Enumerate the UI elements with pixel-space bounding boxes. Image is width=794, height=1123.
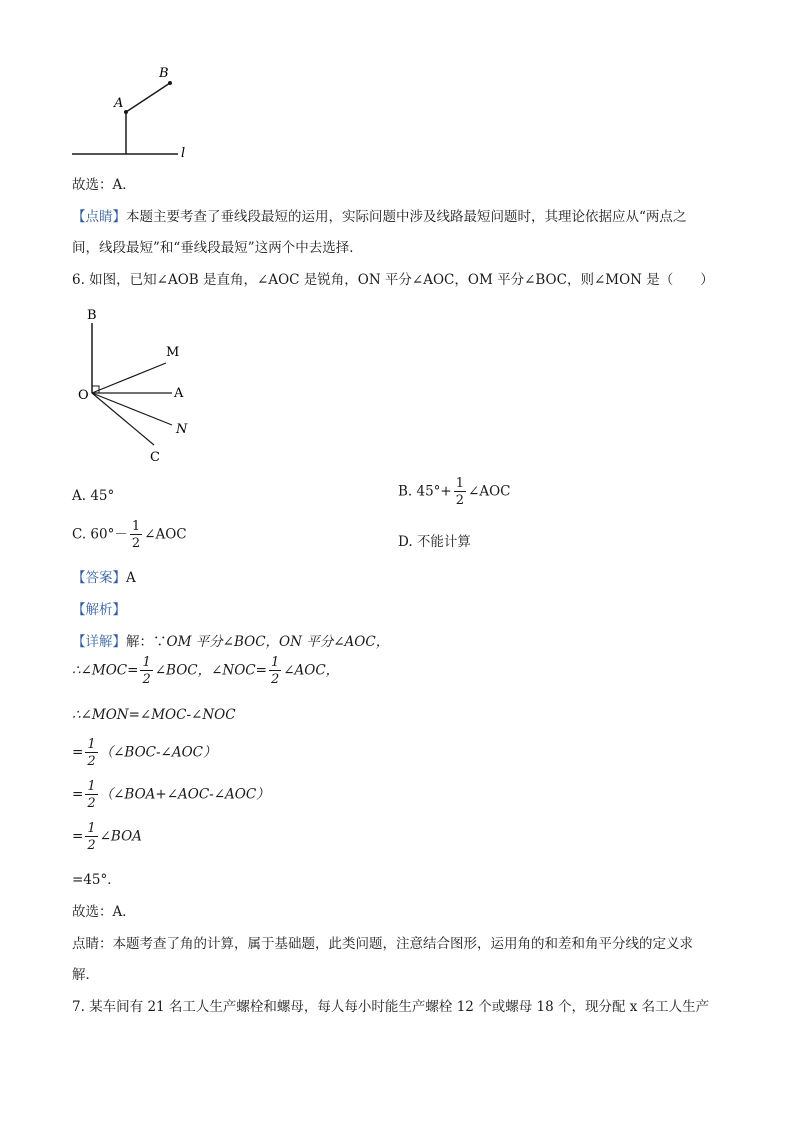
label-o: O	[78, 388, 89, 403]
step-2: ∴∠MON=∠MOC-∠NOC	[72, 707, 236, 723]
step1-b: ∠BOC，∠NOC=	[154, 662, 267, 679]
frac-den: 2	[142, 672, 151, 687]
frac-num: 1	[131, 519, 141, 534]
fraction-one-half	[269, 656, 281, 686]
step1-a: ∴∠MOC=	[72, 662, 139, 679]
detail-intro: 解：∵	[126, 634, 167, 650]
answer-tag: 【答案】	[72, 570, 126, 586]
label-a: A	[174, 386, 184, 401]
frac-num: 1	[87, 821, 96, 836]
option-c-prefix: C. 60°－	[72, 526, 128, 543]
frac-num: 1	[87, 737, 96, 752]
segment-ab	[126, 83, 170, 112]
label-n: N	[176, 422, 188, 437]
detail-given: OM 平分∠BOC，ON 平分∠AOC，	[166, 634, 390, 650]
q5-comment-line1	[72, 205, 686, 225]
comment-text: 本题主要考查了垂线段最短的运用，实际问题中涉及线路最短问题时，其理论依据应从“两点之	[126, 209, 687, 225]
frac-num: 1	[87, 779, 96, 794]
fraction-one-half	[454, 477, 466, 507]
frac-num: 1	[455, 476, 465, 491]
option-c-suffix: ∠AOC	[144, 526, 187, 543]
fraction-one-half	[85, 738, 97, 768]
label-b: B	[87, 308, 97, 323]
label-m: M	[166, 345, 180, 360]
answer-line	[72, 566, 136, 586]
point-a	[124, 110, 128, 114]
option-b-suffix: ∠AOC	[468, 483, 511, 500]
detail-line	[72, 630, 389, 650]
step3-eq: =	[72, 744, 84, 761]
option-d: D. 不能计算	[398, 534, 471, 550]
frac-den: 2	[87, 796, 96, 811]
option-b-prefix: B. 45°+	[398, 483, 452, 500]
frac-den: 2	[87, 838, 96, 853]
ray-oc	[92, 393, 154, 445]
detail-tag: 【详解】	[72, 634, 126, 650]
step1-c: ∠AOC，	[283, 662, 340, 679]
step4-eq: =	[72, 786, 84, 803]
label-l: l	[181, 146, 186, 161]
step-1	[72, 656, 339, 686]
q7-text: 7. 某车间有 21 名工人生产螺栓和螺母，每人每小时能生产螺栓 12 个或螺母 18 个，现分配 x 名工人生产	[72, 999, 710, 1015]
fraction-one-half	[140, 656, 152, 686]
figure-angles	[72, 303, 202, 467]
frac-den: 2	[87, 754, 96, 769]
label-c: C	[150, 450, 160, 465]
ray-om	[92, 363, 166, 393]
fraction-one-half	[130, 520, 142, 550]
step-4	[72, 780, 270, 810]
analysis-tag: 【解析】	[72, 602, 126, 618]
q6-question: 6. 如图，已知∠AOB 是直角，∠AOC 是锐角，ON 平分∠AOC，OM 平分∠BOC，则∠MON 是（ ）	[72, 272, 714, 288]
fraction-one-half	[85, 780, 97, 810]
comment-line2: 解．	[72, 967, 99, 983]
step5-tail: ∠BOA	[99, 828, 142, 845]
frac-den: 2	[270, 672, 280, 687]
option-c	[72, 520, 187, 550]
step-5	[72, 822, 142, 852]
label-b: B	[159, 66, 169, 81]
frac-den: 2	[131, 536, 141, 551]
frac-num: 1	[270, 655, 280, 670]
ray-on	[92, 393, 172, 425]
frac-den: 2	[455, 493, 465, 508]
option-b	[398, 477, 511, 507]
q5-comment-line2: 间，线段最短”和“垂线段最短”这两个中去选择．	[72, 240, 363, 256]
figure-perpendicular	[66, 60, 196, 162]
fraction-one-half	[85, 822, 97, 852]
step-6: =45°．	[72, 872, 121, 888]
q5-answer-line: 故选：A．	[72, 177, 136, 193]
answer-value: A	[126, 570, 136, 586]
choose-line: 故选：A．	[72, 904, 136, 920]
step5-eq: =	[72, 828, 84, 845]
step-3	[72, 738, 217, 768]
label-a: A	[114, 96, 124, 111]
option-a: A. 45°	[72, 488, 115, 504]
comment-tag: 【点睛】	[72, 209, 126, 225]
comment-line1: 点睛：本题考查了角的计算，属于基础题，此类问题，注意结合图形，运用角的和差和角平分线的定义求	[72, 936, 693, 952]
step4-tail: （∠BOA+∠AOC-∠AOC）	[99, 786, 270, 803]
frac-num: 1	[142, 655, 151, 670]
point-b	[168, 81, 172, 85]
step3-tail: （∠BOC-∠AOC）	[99, 744, 217, 761]
